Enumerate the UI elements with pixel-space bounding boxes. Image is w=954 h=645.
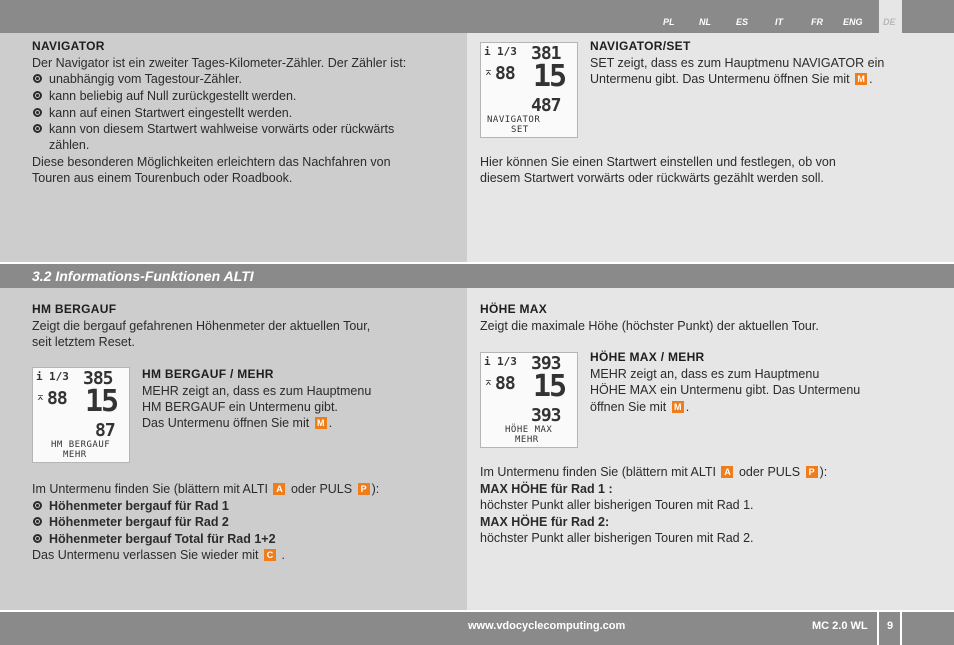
bullet-icon [33, 124, 42, 133]
lang-tab-eng[interactable]: ENG [843, 17, 863, 27]
hoehe-max-list-intro: Im Untermenu finden Sie (blättern mit ALTI A oder PULS P ): [480, 465, 828, 479]
navigator-heading: NAVIGATOR [32, 39, 105, 53]
navigator-set-line-1: SET zeigt, dass es zum Hauptmenu NAVIGATOR ein [590, 56, 885, 70]
navigator-set-para-2: diesem Startwert vorwärts oder rückwärts gezählt werden soll. [480, 171, 824, 185]
m-key-icon: M [672, 401, 684, 413]
hm-bergauf-line-1: Zeigt die bergauf gefahrenen Höhenmeter der aktuellen Tour, [32, 319, 371, 333]
bullet-icon [33, 501, 42, 510]
hm-bergauf-item-3: Höhenmeter bergauf Total für Rad 1+2 [49, 532, 276, 546]
lang-tab-nl[interactable]: NL [699, 17, 711, 27]
p-key-icon: P [358, 483, 370, 495]
hoehe-max-mehr-line-3: öffnen Sie mit M . [590, 400, 690, 414]
lang-tab-es[interactable]: ES [736, 17, 749, 27]
navigator-set-display: i 1/3 381 ⌅ 88 15 487 NAVIGATOR SET [480, 42, 578, 138]
hoehe-max-line-1: Zeigt die maximale Höhe (höchster Punkt) der aktuellen Tour. [480, 319, 819, 333]
page-number: 9 [887, 620, 894, 632]
hm-bergauf-item-1: Höhenmeter bergauf für Rad 1 [49, 499, 229, 513]
page-number-box [877, 612, 902, 645]
footer-url-link[interactable]: www.vdocyclecomputing.com [468, 620, 626, 632]
section-title: 3.2 Informations-Funktionen ALTI [32, 268, 254, 284]
p-key-icon: P [806, 466, 818, 478]
hoehe-max-heading: HÖHE MAX [480, 302, 548, 316]
hm-bergauf-item-2: Höhenmeter bergauf für Rad 2 [49, 515, 229, 529]
hm-bergauf-line-2: seit letztem Reset. [32, 335, 135, 349]
lang-tab-fr[interactable]: FR [811, 17, 823, 27]
hoehe-max-rad1-title: MAX HÖHE für Rad 1 : [480, 482, 613, 496]
hm-bergauf-exit: Das Untermenu verlassen Sie wieder mit C . [32, 548, 285, 562]
hm-bergauf-mehr-line-1: MEHR zeigt an, dass es zum Hauptmenu [142, 384, 372, 398]
navigator-bullet-3: kann auf einen Startwert eingestellt werden. [49, 106, 293, 120]
navigator-set-heading: NAVIGATOR/SET [590, 39, 691, 53]
navigator-intro: Der Navigator ist ein zweiter Tages-Kilometer-Zähler. Der Zähler ist: [32, 56, 407, 70]
hoehe-max-mehr-line-1: MEHR zeigt an, dass es zum Hauptmenu [590, 367, 820, 381]
m-key-icon: M [315, 417, 327, 429]
navigator-bullet-2: kann beliebig auf Null zurückgestellt werden. [49, 89, 297, 103]
navigator-bullet-4: kann von diesem Startwert wahlweise vorwärts oder rückwärts [49, 122, 395, 136]
hm-bergauf-heading: HM BERGAUF [32, 302, 117, 316]
hoehe-max-rad2-text: höchster Punkt aller bisherigen Touren mit Rad 2. [480, 531, 754, 545]
navigator-outro-1: Diese besonderen Möglichkeiten erleichtern das Nachfahren von [32, 155, 391, 169]
hoehe-max-rad2-title: MAX HÖHE für Rad 2: [480, 515, 610, 529]
bullet-icon [33, 517, 42, 526]
hoehe-max-rad1-text: höchster Punkt aller bisherigen Touren mit Rad 1. [480, 498, 754, 512]
footer-bar [0, 612, 954, 645]
bullet-icon [33, 91, 42, 100]
lang-tab-pl[interactable]: PL [663, 17, 675, 27]
navigator-outro-2: Touren aus einem Tourenbuch oder Roadbook. [32, 171, 293, 185]
hm-bergauf-mehr-line-2: HM BERGAUF ein Untermenu gibt. [142, 400, 338, 414]
hoehe-max-panel [467, 288, 954, 610]
bullet-icon [33, 534, 42, 543]
navigator-set-line-2: Untermenu gibt. Das Untermenu öffnen Sie mit M . [590, 72, 873, 86]
a-key-icon: A [273, 483, 285, 495]
hm-bergauf-display: i 1/3 385 ⌅ 88 15 87 HM BERGAUF MEHR [32, 367, 130, 463]
lang-tab-de-active[interactable]: DE [879, 0, 902, 33]
navigator-bullet-1: unabhängig vom Tagestour-Zähler. [49, 72, 242, 86]
bullet-icon [33, 108, 42, 117]
a-key-icon: A [721, 466, 733, 478]
m-key-icon: M [855, 73, 867, 85]
hoehe-max-mehr-heading: HÖHE MAX / MEHR [590, 350, 705, 364]
hoehe-max-mehr-line-2: HÖHE MAX ein Untermenu gibt. Das Untermenu [590, 383, 861, 397]
lang-tab-it[interactable]: IT [775, 17, 783, 27]
footer-model: MC 2.0 WL [812, 620, 868, 632]
hm-bergauf-mehr-line-3: Das Untermenu öffnen Sie mit M . [142, 416, 333, 430]
section-header [0, 264, 954, 288]
navigator-set-para-1: Hier können Sie einen Startwert einstellen und festlegen, ob von [480, 155, 836, 169]
navigator-bullet-4-cont: zählen. [49, 138, 90, 152]
hm-bergauf-list-intro: Im Untermenu finden Sie (blättern mit ALTI A oder PULS P ): [32, 482, 380, 496]
hoehe-max-display: i 1/3 393 ⌅ 88 15 393 HÖHE MAX MEHR [480, 352, 578, 448]
bullet-icon [33, 74, 42, 83]
hm-bergauf-mehr-heading: HM BERGAUF / MEHR [142, 367, 274, 381]
c-key-icon: C [264, 549, 276, 561]
